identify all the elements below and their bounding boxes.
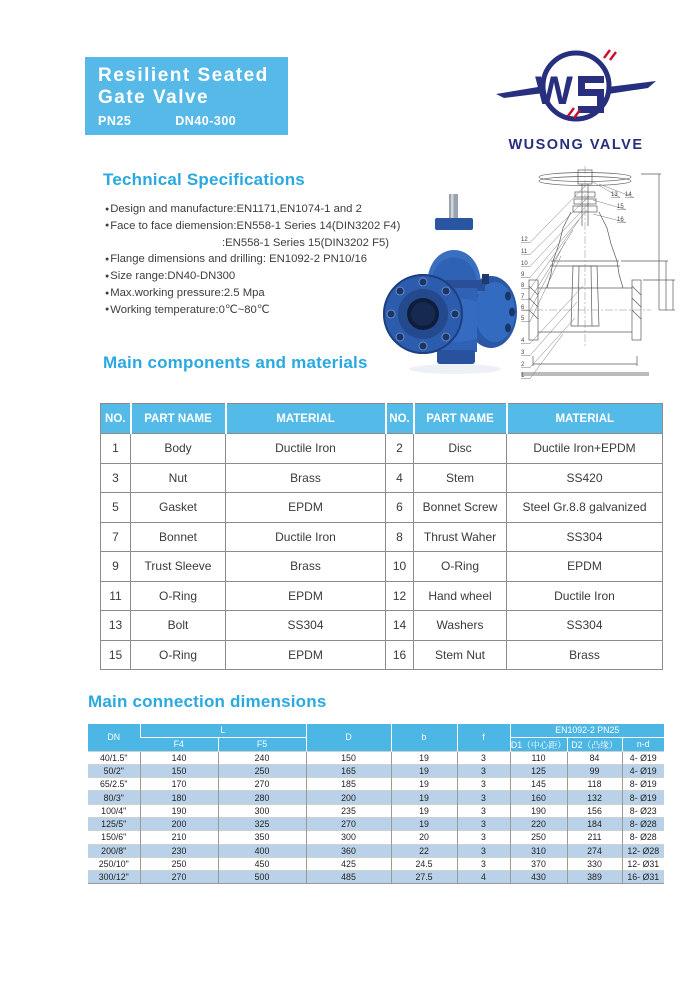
col-b: b bbox=[391, 724, 457, 752]
component-cell: Stem bbox=[414, 463, 507, 493]
component-cell: EPDM bbox=[226, 581, 386, 611]
dimension-row bbox=[88, 857, 664, 870]
component-cell: Ductile Iron bbox=[507, 581, 663, 611]
spec-text: Size range:DN40-DN300 bbox=[110, 270, 236, 283]
component-cell: 5 bbox=[101, 493, 131, 523]
valve-cross-section-diagram bbox=[513, 166, 680, 383]
dimension-cell: 300 bbox=[218, 804, 306, 817]
component-cell: 4 bbox=[386, 463, 414, 493]
spec-item bbox=[105, 285, 405, 302]
dimension-cell: 165 bbox=[306, 764, 391, 777]
dimensions-header-row-1 bbox=[88, 724, 664, 738]
component-cell: SS304 bbox=[507, 522, 663, 552]
component-cell: Brass bbox=[226, 552, 386, 582]
spec-text: :EN558-1 Series 15(DIN3202 F5) bbox=[222, 236, 390, 249]
section-title-technical-specifications: Technical Specifications bbox=[103, 170, 305, 189]
dimension-cell: 4- Ø19 bbox=[622, 764, 664, 777]
dimension-cell: 140 bbox=[140, 751, 218, 764]
component-cell: 8 bbox=[386, 522, 414, 552]
dimension-row bbox=[88, 844, 664, 857]
dimension-cell: 350 bbox=[218, 831, 306, 844]
col-material-1: MATERIAL bbox=[226, 404, 386, 434]
component-cell: O-Ring bbox=[131, 581, 226, 611]
component-cell: 7 bbox=[101, 522, 131, 552]
component-cell: 2 bbox=[386, 434, 414, 464]
dimension-cell: 4- Ø19 bbox=[622, 751, 664, 764]
spec-text: Working temperature:0℃~80℃ bbox=[110, 303, 270, 316]
dimension-cell: 3 bbox=[457, 791, 510, 804]
logo-monogram-w: W bbox=[535, 69, 573, 113]
diagram-callout-number: 7 bbox=[521, 294, 525, 300]
component-cell: 11 bbox=[101, 581, 131, 611]
dimension-cell: 170 bbox=[140, 778, 218, 791]
component-cell: Nut bbox=[131, 463, 226, 493]
component-cell: SS420 bbox=[507, 463, 663, 493]
spec-item bbox=[105, 201, 405, 218]
col-l: L bbox=[140, 724, 306, 738]
dimension-cell: 250 bbox=[218, 764, 306, 777]
dimension-cell: 310 bbox=[510, 844, 567, 857]
col-part-name-1: PART NAME bbox=[131, 404, 226, 434]
diagram-callout-number: 5 bbox=[521, 316, 525, 322]
dimension-cell: 235 bbox=[306, 804, 391, 817]
component-cell: Bonnet Screw bbox=[414, 493, 507, 523]
component-cell: Brass bbox=[226, 463, 386, 493]
spec-item bbox=[105, 302, 405, 319]
dimension-cell: 8- Ø19 bbox=[622, 778, 664, 791]
dimension-cell: 300 bbox=[306, 831, 391, 844]
dimension-row bbox=[88, 804, 664, 817]
dimensions-table bbox=[88, 723, 664, 884]
diagram-callout-number: 2 bbox=[521, 362, 525, 368]
dimension-cell: 300/12" bbox=[88, 871, 140, 884]
component-cell: Body bbox=[131, 434, 226, 464]
dimension-cell: 180 bbox=[140, 791, 218, 804]
col-f4: F4 bbox=[140, 737, 218, 751]
dimension-cell: 19 bbox=[391, 804, 457, 817]
dimension-cell: 3 bbox=[457, 751, 510, 764]
component-row bbox=[101, 493, 663, 523]
spec-text: Flange dimensions and drilling: EN1092-2 PN10/16 bbox=[110, 253, 368, 266]
component-cell: 1 bbox=[101, 434, 131, 464]
bullet-icon: ● bbox=[105, 272, 110, 280]
dimension-cell: 19 bbox=[391, 791, 457, 804]
dimension-cell: 185 bbox=[306, 778, 391, 791]
dimension-cell: 250 bbox=[140, 857, 218, 870]
component-row bbox=[101, 640, 663, 670]
dimension-cell: 19 bbox=[391, 751, 457, 764]
component-cell: Bonnet bbox=[131, 522, 226, 552]
dimension-row bbox=[88, 751, 664, 764]
component-row bbox=[101, 522, 663, 552]
spec-text: Face to face diemension:EN558-1 Series 14(DIN3202 F4) bbox=[110, 219, 401, 232]
valve-photo-left-flange bbox=[383, 274, 463, 354]
spec-item bbox=[105, 218, 405, 235]
valve-photo bbox=[383, 192, 525, 377]
col-d: D bbox=[306, 724, 391, 752]
dimension-cell: 8- Ø28 bbox=[622, 831, 664, 844]
diagram-callout-number: 14 bbox=[625, 192, 632, 198]
component-cell: SS304 bbox=[226, 611, 386, 641]
component-cell: 9 bbox=[101, 552, 131, 582]
diagram-callout-number: 3 bbox=[521, 350, 525, 356]
product-title-line1: Resilient Seated bbox=[98, 65, 269, 86]
col-no-2: NO. bbox=[386, 404, 414, 434]
dimension-cell: 8- Ø19 bbox=[622, 791, 664, 804]
component-cell: Thrust Waher bbox=[414, 522, 507, 552]
dimension-cell: 125/5" bbox=[88, 817, 140, 830]
dimension-cell: 145 bbox=[510, 778, 567, 791]
dimension-cell: 450 bbox=[218, 857, 306, 870]
dimension-cell: 99 bbox=[567, 764, 622, 777]
dimension-cell: 270 bbox=[140, 871, 218, 884]
component-cell: Gasket bbox=[131, 493, 226, 523]
diagram-callout-number: 6 bbox=[521, 305, 525, 311]
dimension-cell: 330 bbox=[567, 857, 622, 870]
dimension-cell: 100/4" bbox=[88, 804, 140, 817]
dimension-cell: 80/3" bbox=[88, 791, 140, 804]
diagram-callout-number: 11 bbox=[521, 249, 528, 255]
component-row bbox=[101, 552, 663, 582]
size-range: DN40-300 bbox=[175, 114, 237, 128]
component-row bbox=[101, 434, 663, 464]
dimension-cell: 240 bbox=[218, 751, 306, 764]
component-cell: 6 bbox=[386, 493, 414, 523]
dimension-cell: 150/6" bbox=[88, 831, 140, 844]
dimension-cell: 84 bbox=[567, 751, 622, 764]
bullet-icon: ● bbox=[105, 205, 110, 213]
dimension-cell: 3 bbox=[457, 831, 510, 844]
dimension-cell: 150 bbox=[140, 764, 218, 777]
component-cell: EPDM bbox=[507, 552, 663, 582]
col-dn: DN bbox=[88, 724, 140, 752]
dimension-cell: 3 bbox=[457, 778, 510, 791]
bullet-icon: ● bbox=[105, 306, 110, 314]
dimension-cell: 370 bbox=[510, 857, 567, 870]
dimension-cell: 200/8" bbox=[88, 844, 140, 857]
dimension-cell: 50/2" bbox=[88, 764, 140, 777]
dimension-cell: 200 bbox=[140, 817, 218, 830]
dimension-cell: 132 bbox=[567, 791, 622, 804]
component-cell: 15 bbox=[101, 640, 131, 670]
dimension-cell: 8- Ø23 bbox=[622, 804, 664, 817]
bullet-icon: ● bbox=[105, 289, 110, 297]
col-f5: F5 bbox=[218, 737, 306, 751]
dimension-cell: 24.5 bbox=[391, 857, 457, 870]
dimension-row bbox=[88, 778, 664, 791]
dimension-cell: 3 bbox=[457, 844, 510, 857]
dimension-cell: 19 bbox=[391, 778, 457, 791]
spec-text: Max.working pressure:2.5 Mpa bbox=[110, 287, 265, 300]
dimension-row bbox=[88, 817, 664, 830]
dimension-cell: 220 bbox=[510, 817, 567, 830]
dimension-cell: 184 bbox=[567, 817, 622, 830]
spec-text: Design and manufacture:EN1171,EN1074-1 and 2 bbox=[110, 203, 362, 215]
component-cell: EPDM bbox=[226, 493, 386, 523]
dimension-cell: 4 bbox=[457, 871, 510, 884]
dimension-cell: 200 bbox=[306, 791, 391, 804]
component-cell: Ductile Iron bbox=[226, 434, 386, 464]
bullet-icon: ● bbox=[105, 222, 110, 230]
dimension-cell: 360 bbox=[306, 844, 391, 857]
component-cell: Bolt bbox=[131, 611, 226, 641]
dimension-cell: 230 bbox=[140, 844, 218, 857]
component-cell: Disc bbox=[414, 434, 507, 464]
dimension-cell: 156 bbox=[567, 804, 622, 817]
dimension-cell: 211 bbox=[567, 831, 622, 844]
dimension-cell: 3 bbox=[457, 817, 510, 830]
component-cell: Brass bbox=[507, 640, 663, 670]
dimension-row bbox=[88, 791, 664, 804]
dimension-cell: 270 bbox=[218, 778, 306, 791]
diagram-callout-number: 8 bbox=[521, 283, 525, 289]
dimension-cell: 270 bbox=[306, 817, 391, 830]
diagram-callout-number: 13 bbox=[611, 192, 618, 198]
pressure-rating: PN25 bbox=[98, 114, 132, 128]
dimension-cell: 118 bbox=[567, 778, 622, 791]
dimension-cell: 160 bbox=[510, 791, 567, 804]
component-cell: O-Ring bbox=[131, 640, 226, 670]
diagram-callout-number: 12 bbox=[521, 237, 528, 243]
logo-monogram-s bbox=[578, 76, 604, 113]
dimension-cell: 3 bbox=[457, 857, 510, 870]
col-nd: n-d bbox=[622, 737, 664, 751]
component-cell: Stem Nut bbox=[414, 640, 507, 670]
product-title-banner bbox=[85, 57, 288, 135]
dimension-cell: 430 bbox=[510, 871, 567, 884]
component-row bbox=[101, 581, 663, 611]
col-part-name-2: PART NAME bbox=[414, 404, 507, 434]
dimension-cell: 19 bbox=[391, 764, 457, 777]
dimension-cell: 425 bbox=[306, 857, 391, 870]
col-no-1: NO. bbox=[101, 404, 131, 434]
component-cell: SS304 bbox=[507, 611, 663, 641]
dimension-cell: 40/1.5" bbox=[88, 751, 140, 764]
dimension-cell: 250 bbox=[510, 831, 567, 844]
dimension-row bbox=[88, 831, 664, 844]
diagram-callout-number: 16 bbox=[617, 217, 624, 223]
dimension-cell: 389 bbox=[567, 871, 622, 884]
component-cell: Hand wheel bbox=[414, 581, 507, 611]
dimension-cell: 210 bbox=[140, 831, 218, 844]
dimension-cell: 12- Ø28 bbox=[622, 844, 664, 857]
dimension-row bbox=[88, 871, 664, 884]
dimension-row bbox=[88, 764, 664, 777]
dimension-cell: 500 bbox=[218, 871, 306, 884]
brand-name: WUSONG VALVE bbox=[508, 137, 644, 153]
components-table bbox=[100, 403, 663, 670]
component-row bbox=[101, 611, 663, 641]
wusong-logo-icon bbox=[492, 44, 660, 130]
dimension-cell: 27.5 bbox=[391, 871, 457, 884]
dimension-cell: 274 bbox=[567, 844, 622, 857]
section-title-main-components: Main components and materials bbox=[103, 353, 368, 372]
company-logo bbox=[492, 44, 660, 153]
diagram-callout-number: 10 bbox=[521, 261, 528, 267]
section-title-connection-dimensions: Main connection dimensions bbox=[88, 692, 327, 711]
component-cell: 14 bbox=[386, 611, 414, 641]
component-cell: Washers bbox=[414, 611, 507, 641]
dimension-cell: 125 bbox=[510, 764, 567, 777]
component-cell: 16 bbox=[386, 640, 414, 670]
col-material-2: MATERIAL bbox=[507, 404, 663, 434]
component-cell: Trust Sleeve bbox=[131, 552, 226, 582]
components-header-row bbox=[101, 404, 663, 434]
dimension-cell: 12- Ø31 bbox=[622, 857, 664, 870]
dimension-cell: 8- Ø28 bbox=[622, 817, 664, 830]
diagram-callout-number: 15 bbox=[617, 204, 624, 210]
dimension-cell: 250/10" bbox=[88, 857, 140, 870]
dimension-cell: 280 bbox=[218, 791, 306, 804]
dimension-cell: 65/2.5" bbox=[88, 778, 140, 791]
component-cell: Ductile Iron bbox=[226, 522, 386, 552]
diagram-callout-number: 4 bbox=[521, 338, 525, 344]
dimension-cell: 190 bbox=[140, 804, 218, 817]
component-cell: Steel Gr.8.8 galvanized bbox=[507, 493, 663, 523]
component-cell: 13 bbox=[101, 611, 131, 641]
dimension-cell: 3 bbox=[457, 764, 510, 777]
dimension-cell: 190 bbox=[510, 804, 567, 817]
dimension-cell: 400 bbox=[218, 844, 306, 857]
component-cell: 12 bbox=[386, 581, 414, 611]
component-cell: 10 bbox=[386, 552, 414, 582]
col-d1: D1（中心距） bbox=[510, 737, 567, 751]
diagram-callout-number: 9 bbox=[521, 272, 525, 278]
dimension-cell: 150 bbox=[306, 751, 391, 764]
dimensions-table-container bbox=[88, 723, 664, 884]
spec-item bbox=[105, 251, 405, 268]
spec-list bbox=[105, 201, 405, 319]
component-cell: O-Ring bbox=[414, 552, 507, 582]
dimension-cell: 110 bbox=[510, 751, 567, 764]
spec-item bbox=[105, 268, 405, 285]
col-en1092: EN1092-2 PN25 bbox=[510, 724, 664, 738]
dimension-cell: 19 bbox=[391, 817, 457, 830]
component-cell: Ductile Iron+EPDM bbox=[507, 434, 663, 464]
product-title-line2: Gate Valve bbox=[98, 87, 210, 108]
diagram-callout-number: 1 bbox=[521, 373, 525, 379]
spec-item bbox=[105, 235, 405, 251]
dimension-cell: 20 bbox=[391, 831, 457, 844]
component-cell: EPDM bbox=[226, 640, 386, 670]
col-d2: D2（凸缘） bbox=[567, 737, 622, 751]
component-row bbox=[101, 463, 663, 493]
dimension-cell: 22 bbox=[391, 844, 457, 857]
dimension-cell: 16- Ø31 bbox=[622, 871, 664, 884]
bullet-icon: ● bbox=[105, 255, 110, 263]
col-f: f bbox=[457, 724, 510, 752]
dimension-cell: 485 bbox=[306, 871, 391, 884]
dimension-cell: 325 bbox=[218, 817, 306, 830]
components-table-container bbox=[100, 403, 662, 670]
dimension-cell: 3 bbox=[457, 804, 510, 817]
component-cell: 3 bbox=[101, 463, 131, 493]
